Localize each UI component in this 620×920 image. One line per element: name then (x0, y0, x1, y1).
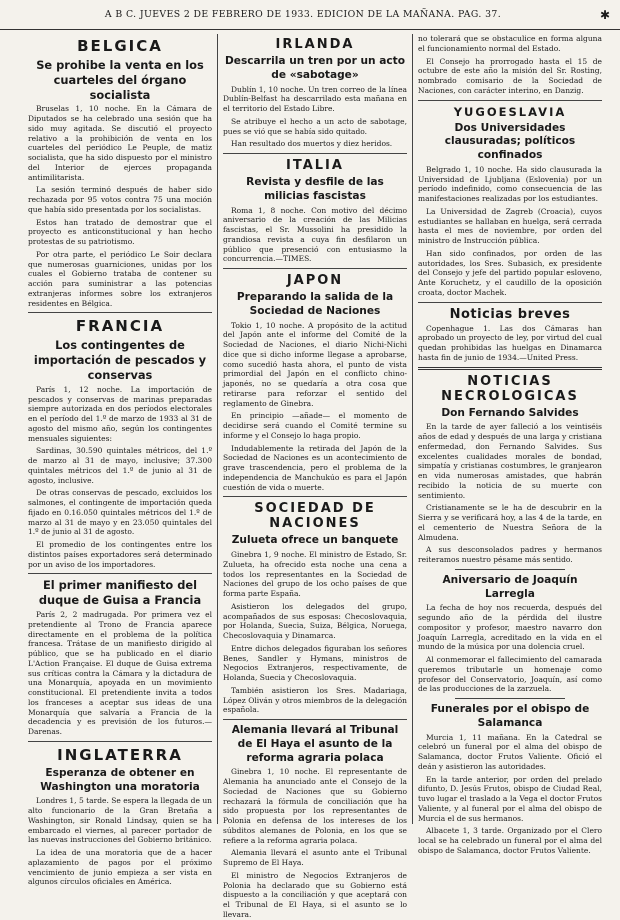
article-paragraph: Estos han tratado de demostrar que el proyecto es anticonstitucional y han hecho protestas de su patriotismo. (28, 217, 212, 247)
article-paragraph: Sardinas, 30.590 quintales métricos, del 1.º de marzo al 31 de mayo, inclusive; 37.300 quintales métricos del 1.º de junio al 31 de agosto, inclusive. (28, 446, 212, 485)
article-paragraph: Ginebra 1, 9 noche. El ministro de Estado, Sr. Zulueta, ha ofrecido esta noche una cena a todos los representantes en la Sociedad de Naciones del grupo de los ocho países de que forma parte España. (223, 550, 407, 599)
article-paragraph: El promedio de los contingentes entre los distintos países exportadores será determinado por un aviso de los importadores. (28, 540, 212, 569)
article-paragraph: En la tarde de ayer falleció a los veintiséis años de edad y después de una larga y cristiana enfermedad, don Fernando Salvides. Sus excelentes cualidades morales de bondad, simpatía y cristianas costumbres, le granjearon en vida numerosas amistades, que habrán recibido la noticia de su muerte con sentimiento. (418, 422, 602, 500)
page-header (0, 0, 620, 30)
article-paragraph: Belgrado 1, 10 noche. Ha sido clausurada la Universidad de Ljubljana (Eslovenia) por un período indefinido, como consecuencia de las manifestaciones realizadas por los estudiantes. (418, 164, 602, 204)
headline-zulueta: Zulueta ofrece un banquete (231, 534, 399, 547)
divider (418, 100, 602, 101)
article-paragraph: Asistieron los delegados del grupo, acompañados de sus esposas: Checoslovaquia, por Holanda, Suecia, Suiza, Bélgica, Noruega, Checoslovaquia y Dinamarca. (223, 601, 407, 641)
divider (223, 496, 407, 497)
article-paragraph: Han sido confinados, por orden de las autoridades, los Sres. Subasich, ex presidente del Consejo y jefe del partido popular esloveno, Ante Koruchetz, y el caudillo de la oposición croata, doctor Machek. (418, 248, 602, 297)
headline-inglaterra: Esperanza de obtener en Washington una moratoria (40, 766, 200, 793)
article-paragraph: La fecha de hoy nos recuerda, después del segundo año de la pérdida del ilustre compositor y profesor, maestro navarro don Joaquín Larregla, acreditado en la vida en el mundo de la música por una dolencia cruel. (418, 603, 602, 652)
article-paragraph: Tokio 1, 10 noche. A propósito de la actitud del Japón ante el informe del Comité de la Sociedad de Naciones, el diario Nichi-Nichi dice que si dicho informe llegase a aprobarse, como sucedió hasta ahora, el punto de vista primordial del Japón en el conflicto chino-japonés, no se quedaría a otra cosa que retirarse para reforzar el sentido del reglamento de Ginebra. (223, 320, 407, 408)
section-noticias-breves: Noticias breves (449, 306, 571, 322)
section-belgica: BELGICA (77, 37, 163, 55)
article-paragraph: Bruselas 1, 10 noche. En la Cámara de Diputados se ha celebrado una sesión que ha sido muy agitada. Se discutió el proyecto relativo a la prohibición de venta en los cuarteles del periódico Le Peuple, de matiz socialista, que ha sido dispuesto por el ministro del Interior de ejerces propaganda antimilitarista. (28, 104, 212, 182)
columns (28, 34, 608, 919)
article-paragraph: Roma 1, 8 noche. Con motivo del décimo aniversario de la creación de las Milicias fascistas, el Sr. Mussolini ha presidido la grandiosa revista a cuya fin desfilaron un público que presenció con entusiasmo la concurrencia.—TIMES. (223, 205, 407, 264)
article-paragraph: Copenhague 1. Las dos Cámaras han aprobado un proyecto de ley, por virtud del cual quedan prohibidas las huelgas en Dinamarca hasta fin de junio de 1934.—United Press. (418, 323, 602, 362)
headline-yugoeslavia: Dos Universidades clausuradas; políticos confinados (444, 121, 576, 162)
divider (418, 302, 602, 303)
headline-salamanca: Funerales por el obispo de Salamanca (430, 703, 590, 729)
divider (223, 153, 407, 154)
headline-francia: Los contingentes de importación de pescados y conservas (33, 338, 207, 383)
headline-larregla: Aniversario de Joaquín Larregla (442, 573, 578, 600)
section-francia: FRANCIA (75, 317, 165, 336)
article-paragraph: De otras conservas de pescado, excluidos los salmones, el contingente de importación queda fijado en 0.16.050 quintales métricos del 1.º de marzo al 31 de mayo y en 23.050 quintales del 1.º de junio al 31 de agosto. (28, 488, 212, 537)
section-inglaterra: INGLATERRA (57, 745, 183, 764)
section-japon: JAPON (286, 273, 344, 289)
divider (28, 312, 212, 313)
article-paragraph: La idea de una moratoria que de a hacer aplazamiento de pagos por el próximo vencimiento de junio empieza a ser vista en algunos círculos oficiales en América. (28, 848, 212, 887)
article-paragraph: La sesión terminó después de haber sido rechazada por 95 votos contra 75 una moción que había sido presentada por los socialistas. (28, 185, 212, 214)
article-paragraph: Han resultado dos muertos y diez heridos. (231, 139, 393, 149)
headline-alemania: Alemania llevará al Tribunal de El Haya el asunto de la reforma agraria polaca (231, 724, 399, 764)
article-paragraph: Entre dichos delegados figuraban los señores Benes, Sandler y Hymans, ministros de Negocios Extranjeros, respectivamente, de Holanda, Suecia y Checoslovaquia. (223, 643, 407, 683)
article-paragraph: En la tarde anterior, por orden del prelado difunto, D. Jesús Frutos, obispo de Ciudad Real, tuvo lugar el traslado a la Vega el doctor Frutos Valiente, y al funeral por el alma del obispo de Murcia el de sus hermanos. (418, 774, 602, 823)
divider (223, 719, 407, 720)
article-paragraph: La Universidad de Zagreb (Croacia), cuyos estudiantes se hallaban en huelga, será cerrada hasta el mes de noviembre, por orden del ministro de Instrucción pública. (418, 206, 602, 246)
article-paragraph: no tolerará que se obstaculice en forma alguna el funcionamiento normal del Estado. (418, 34, 602, 53)
divider (28, 573, 212, 574)
article-paragraph: A sus desconsolados padres y hermanos reiteramos nuestro pésame más sentido. (418, 545, 602, 565)
headline-irlanda: Descarrila un tren por un acto de «sabotage» (224, 55, 406, 81)
article-paragraph: En principio —añade— el momento de decidirse será cuando el Comité termine su informe y el Consejo lo haga propio. (223, 411, 407, 440)
article-paragraph: También asistieron los Sres. Madariaga, López Oliván y otros miembros de la delegación española. (223, 685, 407, 715)
article-paragraph: Dublín 1, 10 noche. Un tren correo de la línea Dublín-Belfast ha descarrilado esta mañana en el territorio del Estado Libre. (223, 84, 407, 114)
headline-guisa: El primer manifiesto del duque de Guisa a Francia (38, 578, 202, 608)
column-2 (223, 34, 407, 919)
column-divider (217, 34, 218, 824)
divider (455, 698, 565, 699)
headline-salvides: Don Fernando Salvides (441, 406, 579, 419)
article-paragraph: Cristianamente se le ha de descubrir en la Sierra y se verificará hoy, a las 4 de la tarde, en el cementerio de Nuestra Señora de la Almudena. (418, 503, 602, 542)
divider (28, 741, 212, 742)
article-paragraph: Londres 1, 5 tarde. Se espera la llegada de un alto funcionario de la Gran Bretaña a Washington, sir Ronald Lindsay, quien se ha embarcado el viernes, al parecer portador de las nuevas instrucciones del Gobierno británico. (28, 796, 212, 845)
article-paragraph: Al conmemorar el fallecimiento del camarada queremos tributarle un homenaje como profesor del Conservatorio, Joaquín, así como de las producciones de la zarzuela. (418, 655, 602, 694)
section-sociedad-naciones: SOCIEDAD DE NACIONES (254, 501, 376, 532)
article-paragraph: El ministro de Negocios Extranjeros de Polonia ha declarado que su Gobierno está dispuesto a la conciliación y que aceptará con el Tribunal de El Haya, si el asunto se lo llevara. (223, 870, 407, 919)
headline-italia: Revista y desfile de las milicias fascistas (246, 176, 384, 202)
divider (223, 268, 407, 269)
headline-japon: Preparando la salida de la Sociedad de Naciones (236, 291, 394, 317)
article-paragraph: Alemania llevará el asunto ante el Tribunal Supremo de El Haya. (223, 848, 407, 868)
article-paragraph: El Consejo ha prorrogado hasta el 15 de octubre de este año la misión del Sr. Rosting, nombrado comisario de la Sociedad de Naciones, con carácter interino, en Danzig. (418, 56, 602, 95)
column-divider (412, 34, 413, 824)
column-3 (418, 34, 602, 855)
asterisk-icon: ✱ (599, 7, 610, 22)
article-paragraph: Se atribuye el hecho a un acto de sabotage, pues se vió que se había sido quitado. (223, 116, 407, 136)
section-noticias-necrologicas: NOTICIAS NECROLOGICAS (441, 373, 579, 404)
article-paragraph: Albacete 1, 3 tarde. Organizado por el Clero local se ha celebrado un funeral por el alma del obispo de Salamanca, doctor Frutos Valiente. (418, 826, 602, 855)
section-italia: ITALIA (286, 158, 344, 174)
headline-belgica: Se prohibe la venta en los cuarteles del órgano socialista (36, 58, 204, 102)
section-irlanda: IRLANDA (275, 37, 355, 52)
article-paragraph: Por otra parte, el periódico Le Soir declara que numerosas guarniciones, unidas por los cuales el Gobierno trataba de contener su acción para suministrar a las potencias extranjeras informes sobre los extranjeros residentes en Bélgica. (28, 249, 212, 308)
article-paragraph: Indudablemente la retirada del Japón de la Sociedad de Naciones es un acontecimiento de grave trascendencia, pero el problema de la independencia de Manchukúo es para el Japón cuestión de vida o muerte. (223, 443, 407, 492)
article-paragraph: París 1, 12 noche. La importación de pescados y conservas de marinas preparadas siempre autorizada en dos períodos electorales en el período del 1.º de marzo de 1933 al 31 de agosto del mismo año, según los contingentes mensuales siguientes: (28, 384, 212, 443)
section-yugoeslavia: YUGOESLAVIA (453, 104, 567, 119)
divider (418, 367, 602, 370)
header-text: A B C. JUEVES 2 DE FEBRERO DE 1933. EDICION DE LA MAÑANA. PAG. 37. (104, 9, 502, 20)
article-paragraph: París 2, 2 madrugada. Por primera vez el pretendiente al Trono de Francia aparece directamente en el problema de la política francesa. Trátase de un manifiesto dirigido al público, que se ha publicado en el diario L'Action Française. El duque de Guisa extrema sus críticas contra la Cámara y la dictadura de una Monarquía, apoyada en un movimiento constitucional. El pretendiente invita a todos los franceses a aceptar sus ideas de una Monarquía que salvaría a Francia de la decadencia y es previsión de los futuros.—Darenas. (28, 610, 212, 737)
column-1 (28, 34, 212, 887)
article-paragraph: Ginebra 1, 10 noche. El representante de Alemania ha anunciado ante el Consejo de la Sociedad de Naciones que su Gobierno rechazará la fórmula de conciliación que ha sido propuesta por los representantes de Polonia en defensa de los intereses de los súbditos alemanes de Polonia, en los que se refiere a la reforma agraria polaca. (223, 767, 407, 845)
article-paragraph: Murcia 1, 11 mañana. En la Catedral se celebró un funeral por el alma del obispo de Salamanca, doctor Frutos Valiente. Ofició el deán y asistieron las autoridades. (418, 732, 602, 771)
divider (455, 569, 565, 570)
